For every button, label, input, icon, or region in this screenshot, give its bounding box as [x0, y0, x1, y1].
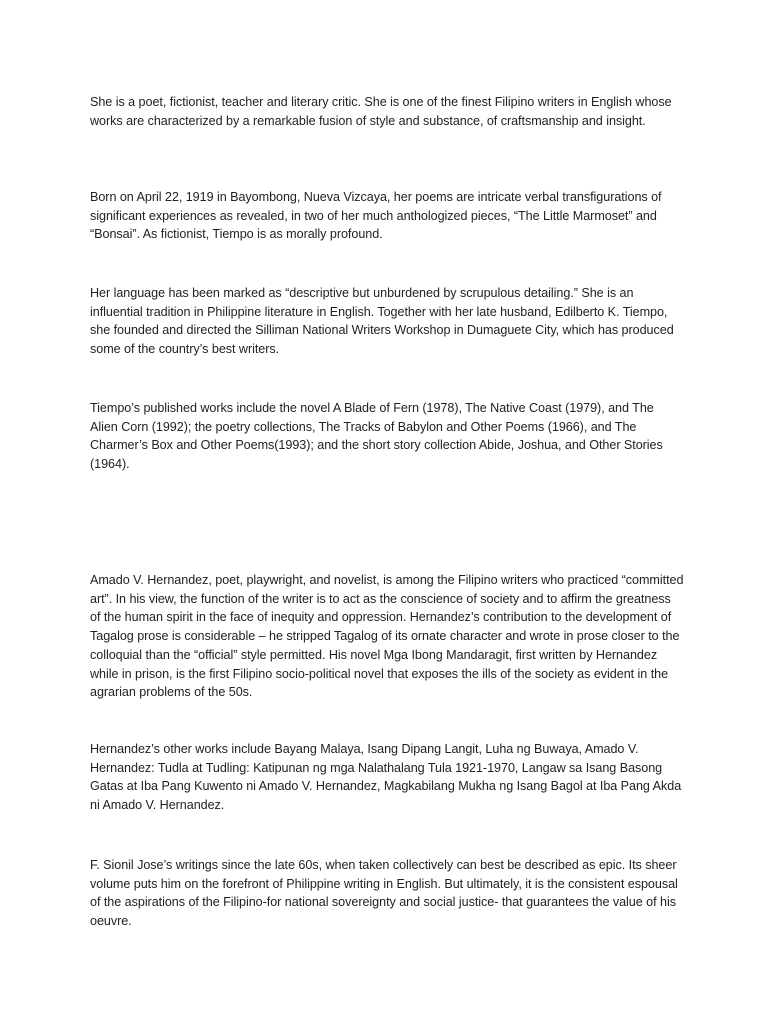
paragraph-sionil-jose: F. Sionil Jose’s writings since the late 60s, when taken collectively can best be described as epic. Its sheer volume puts him on the forefront of Philippine writing in English. But ultimately, it is the consistent espousal of the aspirations of the Filipino-for national sovereignty and social justice- that guarantees the value of his oeuvre.: [90, 858, 678, 929]
paragraph-tiempo-intro: She is a poet, fictionist, teacher and literary critic. She is one of the finest Filipino writers in English whose works are characterized by a remarkable fusion of style and substance, of craftsmanship and insight.: [90, 95, 672, 128]
paragraph-hernandez-intro: Amado V. Hernandez, poet, playwright, and novelist, is among the Filipino writers who practiced “committed art”. In his view, the function of the writer is to act as the conscience of society and to affirm the greatness of the human spirit in the face of inequity and oppression. Hernandez’s contribution to the development of Tagalog prose is considerable – he stripped Tagalog of its ornate character and wrote in prose closer to the colloquial than the “official” style permitted. His novel Mga Ibong Mandaragit, first written by Hernandez while in prison, is the first Filipino socio-political novel that exposes the ills of the society as evident in the agrarian problems of the 50s.: [90, 573, 684, 700]
paragraph-tiempo-language: Her language has been marked as “descriptive but unburdened by scrupulous detailing.” She is an influential tradition in Philippine literature in English. Together with her late husband, Edilberto K. Tiempo, she founded and directed the Silliman National Writers Workshop in Dumaguete City, which has produced some of the country’s best writers.: [90, 286, 674, 357]
paragraph-tiempo-works: Tiempo’s published works include the novel A Blade of Fern (1978), The Native Coast (1979), and The Alien Corn (1992); the poetry collections, The Tracks of Babylon and Other Poems (1966), and The Charmer’s Box and Other Poems(1993); and the short story collection Abide, Joshua, and Other Stories (1964).: [90, 401, 663, 472]
paragraph-hernandez-works: Hernandez’s other works include Bayang Malaya, Isang Dipang Langit, Luha ng Buwaya, Amado V. Hernandez: Tudla at Tudling: Katipunan ng mga Nalathalang Tula 1921-1970, Langaw sa Isang Basong Gatas at Iba Pang Kuwento ni Amado V. Hernandez, Magkabilang Mukha ng Isang Bagol at Iba Pang Akda ni Amado V. Hernandez.: [90, 742, 682, 813]
paragraph-tiempo-birth: Born on April 22, 1919 in Bayombong, Nueva Vizcaya, her poems are intricate verbal transfigurations of significant experiences as revealed, in two of her much anthologized pieces, “The Little Marmoset” and “Bonsai”. As fictionist, Tiempo is as morally profound.: [90, 190, 662, 242]
